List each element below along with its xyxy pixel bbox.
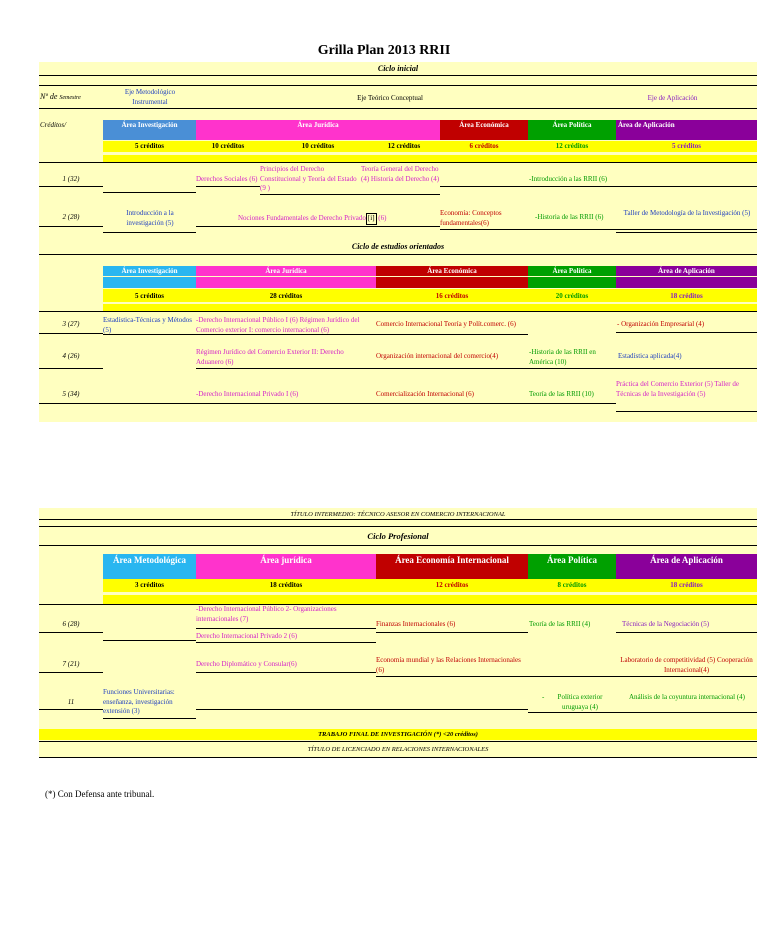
course-politica-exterior: Política exterior uruguaya (4) [557, 693, 603, 711]
course-taller-metodologia: Taller de Metodología de la Investigación (5) [623, 209, 751, 217]
politica-dash: - [542, 693, 545, 701]
area-economica-header: Área Económica [376, 266, 528, 276]
area-aplicacion-header: Área de Aplicación [616, 554, 757, 567]
area-juridica-header: Área Jurídica [196, 120, 440, 130]
area-politica-header: Área Política [528, 266, 616, 276]
creditos-label: Créditos/ [40, 121, 67, 129]
course-regimen-juridico-aduanero: Régimen Jurídico del Comercio Exterior II: Derecho Aduanero (6) [196, 348, 344, 366]
area-investigacion-header: Área Investigación [103, 120, 196, 130]
creditos-cell: 5 créditos [135, 292, 164, 300]
creditos-cell: 10 créditos [211, 142, 245, 150]
course-estadistica-tecnicas: Estadística-Técnicas y Métodos (5) [103, 316, 193, 334]
area-politica-header: Área Política [528, 554, 616, 567]
course-derecho-internacional-privado: -Derecho Internacional Privado I (6) [196, 390, 299, 398]
semestre-1: 1 (32) [62, 175, 80, 183]
course-teoria-rrii: Teoría de las RRII (10) [529, 390, 594, 398]
area-politica-header: Área Política [528, 120, 616, 130]
creditos-cell: 18 créditos [670, 581, 703, 589]
semestre-7: 7 (21) [62, 660, 80, 668]
area-juridica-header: Área jurídica [196, 554, 376, 567]
creditos-cell: 10 créditos [301, 142, 335, 150]
creditos-cell: 6 créditos [469, 142, 499, 150]
ciclo-profesional-label: Ciclo Profesional [367, 531, 429, 541]
semestre-3: 3 (27) [62, 320, 80, 328]
semestre-4: 4 (26) [62, 352, 80, 360]
course-laboratorio-competitividad: Laboratorio de competitividad (5) Cooperación Internacional(4) [620, 656, 753, 674]
eje-aplicacion-label: Eje de Aplicación [647, 94, 698, 102]
semestre-2: 2 (28) [62, 213, 80, 221]
page-title: Grilla Plan 2013 RRII [317, 43, 451, 58]
creditos-cell: 18 créditos [269, 581, 303, 589]
course-introduccion-investigacion: Introducción a la investigación (5) [126, 209, 174, 227]
creditos-cell: 3 créditos [135, 581, 164, 589]
eje-metodologico-label: Eje Metodológico Instrumental [124, 88, 176, 106]
course-analisis-coyuntura: Análisis de la coyuntura internacional (4) [628, 693, 746, 701]
ciclo-inicial-label: Ciclo inicial [377, 64, 419, 73]
creditos-cell: 20 créditos [555, 292, 589, 300]
titulo-intermedio: TÍTULO INTERMEDIO: TÉCNICO ASESOR EN COMERCIO INTERNACIONAL [290, 511, 506, 518]
course-tecnicas-negociacion: Técnicas de la Negociación (5) [622, 620, 710, 628]
titulo-licenciado: TÍTULO DE LICENCIADO EN RELACIONES INTERNACIONALES [307, 746, 489, 753]
creditos-cell: 28 créditos [269, 292, 303, 300]
course-teoria-rrii-4: Teoría de las RRII (4) [529, 620, 591, 628]
course-historia-rrii-america: -Historia de las RRII en América (10) [529, 348, 596, 366]
creditos-cell: 16 créditos [435, 292, 469, 300]
course-funciones-universitarias: Funciones Universitarias: enseñanza, investigación extensión (3) [103, 688, 175, 715]
course-derechos-sociales: Derechos Sociales (6) [196, 175, 258, 183]
course-comercializacion-internacional: Comercialización Internacional (6) [376, 390, 474, 398]
area-economica-header: Área Económica [440, 120, 528, 130]
area-investigacion-header: Área Investigación [103, 266, 196, 276]
course-finanzas-internacionales: Finanzas Internacionales (6) [376, 620, 456, 628]
area-metodologica-header: Área Metodológica [103, 554, 196, 567]
semestre-11: 11 [67, 698, 75, 706]
course-derecho-internacional-privado-2: Derecho Internacional Privado 2 (6) [196, 632, 298, 640]
course-introduccion-rrii: -Introducción a las RRII (6) [529, 175, 608, 183]
area-aplicacion-header: Área de Aplicación [616, 120, 757, 130]
course-derecho-internacional-publico: -Derecho Internacional Público I (6) Régimen Jurídico del Comercio exterior I: comercio internacional (6) [196, 316, 360, 334]
course-economia-conceptos: Economía: Conceptos fundamentales(6) [440, 209, 502, 227]
course-derecho-internacional-publico-2: -Derecho Internacional Público 2- Organizaciones internacionales (7) [196, 605, 337, 623]
area-economia-internacional-header: Área Economía Internacional [376, 554, 528, 567]
course-organizacion-empresarial: - Organización Empresarial (4) [617, 320, 705, 328]
eje-teorico-label: Eje Teórico Conceptual [357, 94, 423, 102]
course-practica-comercio-exterior: Práctica del Comercio Exterior (5) Taller de Técnicas de la Investigación (5) [616, 380, 739, 398]
creditos-cell: 8 créditos [557, 581, 587, 589]
course-estadistica-aplicada: Estadística aplicada(4) [618, 352, 682, 360]
course-organizacion-comercio: Organización internacional del comercio(4) [376, 352, 499, 360]
creditos-cell: 12 créditos [555, 142, 589, 150]
course-teoria-general: Teoría General del Derecho (4) Historia del Derecho (4) [361, 165, 440, 183]
creditos-cell: 12 créditos [435, 581, 469, 589]
course-comercio-internacional: Comercio Internacional Teoría y Polít.comerc. (6) [376, 320, 516, 328]
course-nociones-derecho-privado: Nociones Fundamentales de Derecho Privado [i] (6) [238, 213, 448, 225]
area-aplicacion-header: Área de Aplicación [616, 266, 757, 276]
nro-semestre-label: Nº de Semestre [40, 92, 81, 101]
course-historia-rrii: -Historia de las RRII (6) [535, 213, 604, 221]
course-economia-mundial: Economía mundial y las Relaciones Internacionales (6) [376, 656, 521, 674]
course-derecho-diplomatico: Derecho Diplomático y Consular(6) [196, 660, 297, 668]
course-principios-derecho: Principios del Derecho Constitucional y Teoría del Estado (9 ) [260, 165, 357, 192]
creditos-cell: 5 créditos [135, 142, 164, 150]
footnote: (*) Con Defensa ante tribunal. [45, 789, 155, 799]
trabajo-final: TRABAJO FINAL DE INVESTIGACIÓN (*) <20 créditos) [318, 731, 478, 738]
creditos-cell: 18 créditos [670, 292, 703, 300]
creditos-cell: 5 créditos [672, 142, 701, 150]
area-juridica-header: Área Jurídica [196, 266, 376, 276]
ciclo-orientado-label: Ciclo de estudios orientados [351, 242, 445, 251]
creditos-cell: 12 créditos [387, 142, 421, 150]
semestre-6: 6 (28) [62, 620, 80, 628]
semestre-5: 5 (34) [62, 390, 80, 398]
